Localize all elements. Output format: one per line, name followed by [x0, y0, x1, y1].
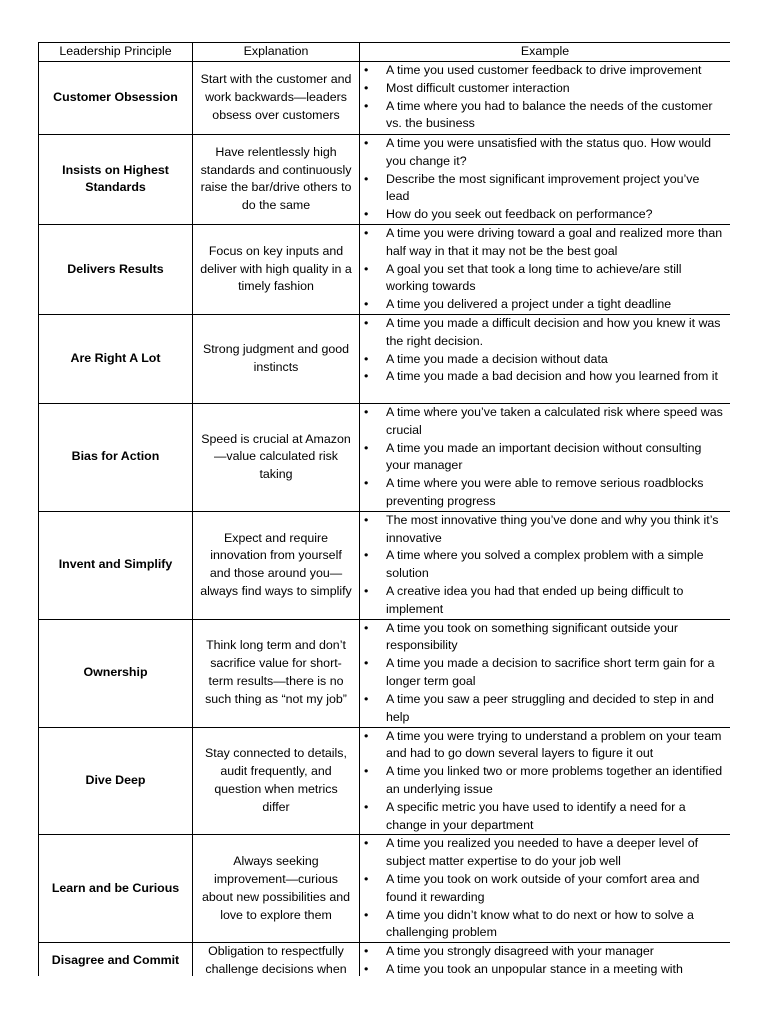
table-row [39, 727, 731, 835]
example-item: • A time where you solved a complex problem with a simple solution [360, 547, 724, 583]
example-item: • A time you linked two or more problems together an identified an underlying issue [360, 763, 724, 799]
example-item: • A goal you set that took a long time to achieve/are still working towards [360, 261, 724, 297]
example-item: • A time you didn’t know what to do next or how to solve a challenging problem [360, 907, 724, 943]
example-item: • Most difficult customer interaction [360, 80, 724, 98]
example-cell [360, 619, 731, 727]
principle-cell: Disagree and Commit [39, 943, 193, 976]
header-principle: Leadership Principle [39, 43, 193, 62]
example-cell [360, 727, 731, 835]
example-item: • A time you took on work outside of your comfort area and found it rewarding [360, 871, 724, 907]
table-header-row [39, 43, 731, 62]
principle-cell: Invent and Simplify [39, 511, 193, 619]
example-cell [360, 62, 731, 135]
principle-cell: Ownership [39, 619, 193, 727]
table-row [39, 943, 731, 976]
example-item: • A time you made a decision to sacrifice short term gain for a longer term goal [360, 655, 724, 691]
example-item: • A time you took an unpopular stance in a meeting with [360, 961, 724, 976]
example-item: • The most innovative thing you’ve done and why you think it’s innovative [360, 512, 724, 548]
example-item: • A time you made a bad decision and how you learned from it [360, 368, 724, 386]
example-item: • A time you were unsatisfied with the status quo. How would you change it? [360, 135, 724, 171]
example-item: • A time you delivered a project under a tight deadline [360, 296, 724, 314]
example-cell [360, 835, 731, 943]
table-row [39, 135, 731, 225]
principle-cell: Customer Obsession [39, 62, 193, 135]
header-explanation: Explanation [193, 43, 360, 62]
explanation-cell: Obligation to respectfully challenge decisions when [193, 943, 360, 976]
principle-cell: Insists on Highest Standards [39, 135, 193, 225]
explanation-cell: Stay connected to details, audit frequently, and question when metrics differ [193, 727, 360, 835]
example-item: • A creative idea you had that ended up being difficult to implement [360, 583, 724, 619]
example-cell [360, 943, 731, 976]
explanation-cell: Think long term and don’t sacrifice value for short-term results—there is no such thing as “not my job” [193, 619, 360, 727]
example-item: • A time you made an important decision without consulting your manager [360, 440, 724, 476]
principle-cell: Are Right A Lot [39, 314, 193, 403]
table-row [39, 403, 731, 511]
example-cell [360, 403, 731, 511]
example-item: • A specific metric you have used to identify a need for a change in your department [360, 799, 724, 835]
table-row [39, 314, 731, 403]
example-item: • A time where you’ve taken a calculated risk where speed was crucial [360, 404, 724, 440]
example-item: • A time you strongly disagreed with your manager [360, 943, 724, 961]
table-row [39, 835, 731, 943]
example-item: • A time where you had to balance the needs of the customer vs. the business [360, 98, 724, 134]
example-item: • A time you took on something significant outside your responsibility [360, 620, 724, 656]
principles-document [38, 42, 730, 976]
example-item: • How do you seek out feedback on performance? [360, 206, 724, 224]
explanation-cell: Expect and require innovation from yourself and those around you—always find ways to simplify [193, 511, 360, 619]
example-item: • Describe the most significant improvement project you’ve lead [360, 171, 724, 207]
explanation-cell: Always seeking improvement—curious about new possibilities and love to explore them [193, 835, 360, 943]
explanation-cell: Strong judgment and good instincts [193, 314, 360, 403]
explanation-cell: Focus on key inputs and deliver with high quality in a timely fashion [193, 224, 360, 314]
principle-cell: Bias for Action [39, 403, 193, 511]
example-item: • A time you made a decision without data [360, 351, 724, 369]
explanation-cell: Speed is crucial at Amazon—value calculated risk taking [193, 403, 360, 511]
example-cell [360, 314, 731, 403]
principle-cell: Delivers Results [39, 224, 193, 314]
example-item: • A time you used customer feedback to drive improvement [360, 62, 724, 80]
table-row [39, 62, 731, 135]
example-cell [360, 224, 731, 314]
table-row [39, 224, 731, 314]
header-example: Example [360, 43, 731, 62]
example-item: • A time you were driving toward a goal and realized more than half way in that it may not be the best goal [360, 225, 724, 261]
example-item: • A time you were trying to understand a problem on your team and had to go down several layers to figure it out [360, 728, 724, 764]
principle-cell: Learn and be Curious [39, 835, 193, 943]
example-cell [360, 135, 731, 225]
explanation-cell: Have relentlessly high standards and continuously raise the bar/drive others to do the same [193, 135, 360, 225]
principles-table [38, 42, 730, 976]
example-item: • A time you realized you needed to have a deeper level of subject matter expertise to do your job well [360, 835, 724, 871]
table-row [39, 619, 731, 727]
principle-cell: Dive Deep [39, 727, 193, 835]
example-item: • A time you saw a peer struggling and decided to step in and help [360, 691, 724, 727]
example-item: • A time where you were able to remove serious roadblocks preventing progress [360, 475, 724, 511]
example-item: • A time you made a difficult decision and how you knew it was the right decision. [360, 315, 724, 351]
table-row [39, 511, 731, 619]
explanation-cell: Start with the customer and work backwards—leaders obsess over customers [193, 62, 360, 135]
example-cell [360, 511, 731, 619]
